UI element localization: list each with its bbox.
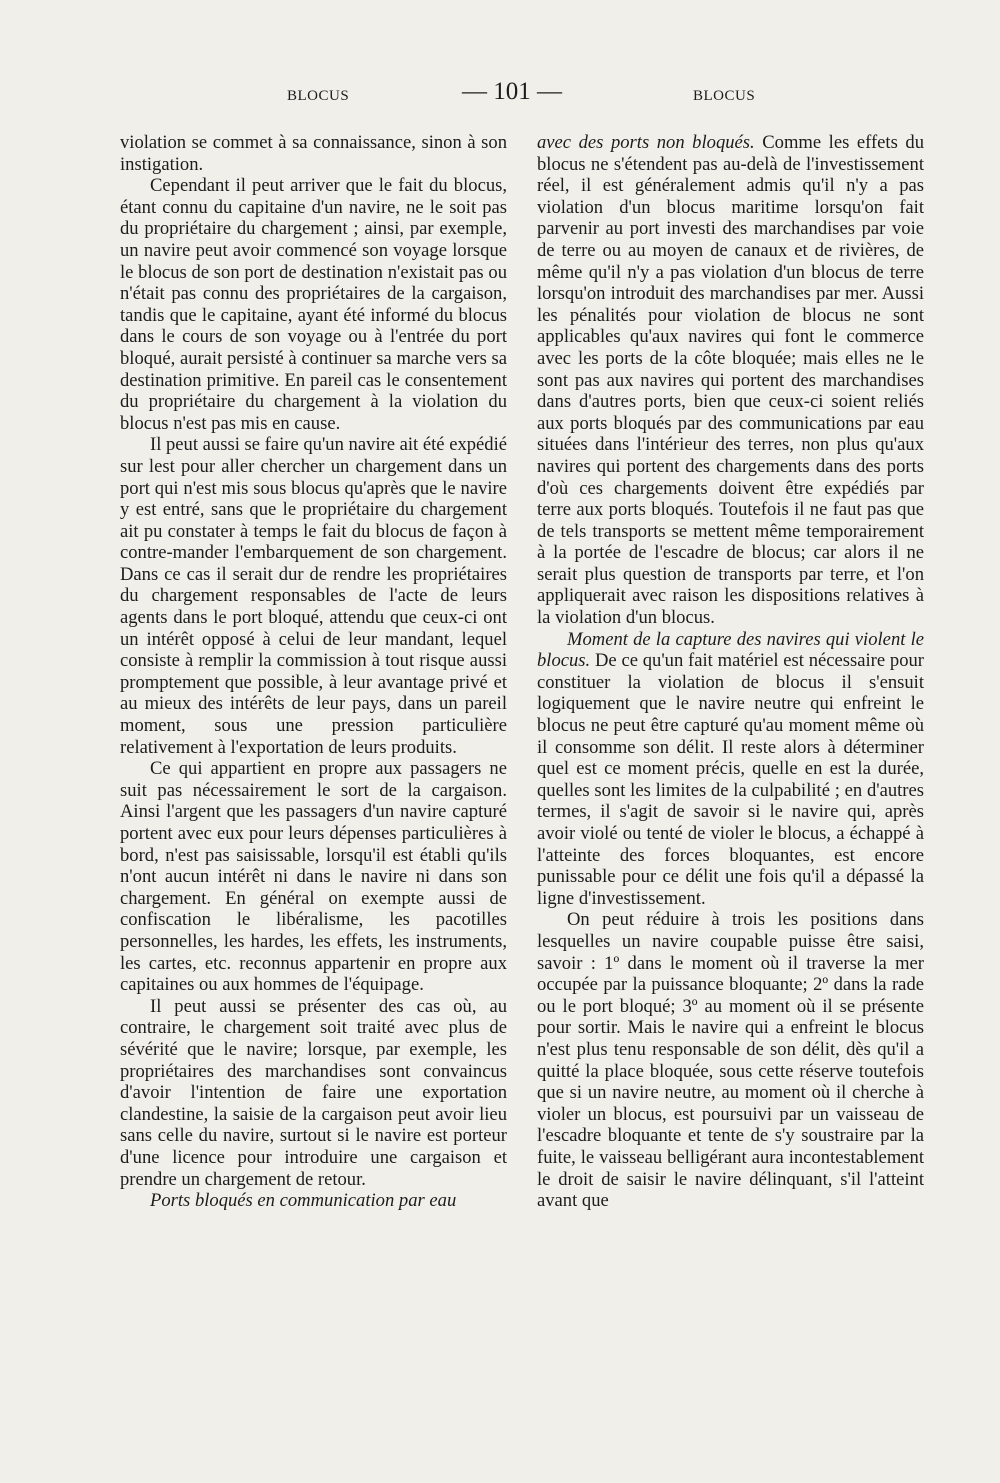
section-heading-italic: Ports bloqués en communication par eau [150, 1190, 457, 1212]
left-column [120, 132, 507, 1212]
header-left-title: BLOCUS [287, 88, 350, 104]
paragraph-text: De ce qu'un fait matériel est nécessaire pour constituer la violation de blocus il s'ensuit logiquement que le navire neutre qui enfreint le blocus ne peut être capturé qu'au moment même où il consomme son délit. Il reste alors à déterminer quel est ce moment précis, quelle en est la durée, quelles sont les limites de la culpabilité ; en d'autres termes, il s'agit de savoir si le navire qui, après avoir violé ou tenté de violer le blocus, a échappé à l'atteinte des forces bloquantes, est encore punissable pour ce délit une fois qu'il a dépassé la ligne d'investissement. [537, 650, 924, 909]
paragraph [537, 132, 924, 629]
italic-lead: avec des ports non bloqués. [537, 132, 755, 153]
paragraph: violation se commet à sa connaissance, sinon à son instigation. [120, 132, 507, 175]
running-header [0, 78, 1000, 118]
section-heading-italic: Moment de la capture des navires qui violent le blocus. [537, 628, 924, 672]
header-right-title: BLOCUS [693, 88, 756, 104]
paragraph: Ce qui appartient en propre aux passagers ne suit pas nécessairement le sort de la cargaison. Ainsi l'argent que les passagers d'un navire capturé portent avec eux pour leurs dépenses particulières à bord, n'est pas saisissable, lorsqu'il est établi qu'ils n'ont aucun intérêt ni dans le navire ni dans son chargement. En général on exempte aussi de confiscation le libéralisme, les pacotilles personnelles, les hardes, les effets, les instruments, les cartes, etc. reconnus appartenir en propre aux capitaines ou aux hommes de l'équipage. [120, 758, 507, 996]
page-number: — 101 — [462, 78, 562, 105]
paragraph: Il peut aussi se faire qu'un navire ait été expédié sur lest pour aller chercher un chargement dans un port qui n'est mis sous blocus qu'après que le navire y est entré, sans que le propriétaire du chargement ait pu constater à temps le fait du blocus de façon à contre-mander l'embarquement de son chargement. Dans ce cas il serait dur de rendre les propriétaires du chargement responsables de l'acte de leurs agents dans le port bloqué, attendu que ceux-ci ont un intérêt opposé à celui de leur mandant, lequel consiste à remplir la commission à tout risque aussi promptement que possible, à leur avantage privé et au mieux des intérêts de leur pays, dans un pareil moment, sous une pression particulière relativement à l'exportation de leurs produits. [120, 434, 508, 758]
paragraph: Cependant il peut arriver que le fait du blocus, étant connu du capitaine d'un navire, ne le soit pas du propriétaire du chargement ; ainsi, par exemple, un navire peut avoir commencé son voyage lorsque le blocus de son port de destination n'existait pas ou n'était pas connu des propriétaires de la cargaison, tandis que le capitaine, ayant été informé du blocus dans le cours de son voyage ou à l'entrée du port bloqué, aurait persisté à continuer sa marche vers sa destination primitive. En pareil cas le consentement du propriétaire du chargement à la violation du blocus n'est pas mis en cause. [120, 175, 507, 434]
right-column [537, 132, 924, 1212]
paragraph: On peut réduire à trois les positions dans lesquelles un navire coupable puisse être saisi, savoir : 1º dans le moment où il traverse la mer occupée par la puissance bloquante; 2º dans la rade ou le port bloqué; 3º au moment où il se présente pour sortir. Mais le navire qui a enfreint le blocus n'est plus tenu responsable de son délit, dès qu'il a quitté la place bloquée, sous cette réserve toutefois que si un navire neutre, au moment où il cherche à violer un blocus, est poursuivi par un vaisseau de l'escadre bloquante et tente de s'y soustraire par la fuite, le vaisseau belligérant aura incontestablement le droit de saisir le navire délinquant, s'il l'atteint avant que [537, 909, 924, 1212]
paragraph [537, 629, 924, 910]
paragraph: Il peut aussi se présenter des cas où, au contraire, le chargement soit traité avec plus de sévérité que le navire; lorsque, par exemple, les propriétaires des marchandises sont convaincus d'avoir l'intention de faire une exportation clandestine, la saisie de la cargaison peut avoir lieu sans celle du navire, surtout si le navire est porteur d'une licence pour introduire une cargaison et prendre un chargement de retour. [120, 995, 507, 1190]
paragraph-text: Comme les effets du blocus ne s'étendent pas au-delà de l'investissement réel, il est généralement admis qu'il n'y a pas violation d'un blocus maritime lorsqu'on fait parvenir au port investi des marchandises par voie de terre ou au moyen de canaux et de rivières, de même qu'il n'y a pas violation d'un blocus de terre lorsqu'on introduit des marchandises par mer. Aussi les pénalités pour violation de blocus ne sont applicables qu'aux navires qui font le commerce avec les ports de la côte bloquée; mais elles ne le sont pas aux navires qui portent des marchandises dans d'autres ports, bien que ceux-ci soient reliés aux ports bloqués par des communications par eau situées dans l'intérieur des terres, non plus qu'aux navires qui portent des chargements dans des ports d'où ces chargements doivent être expédiés par terre aux ports bloqués. Toutefois il ne faut pas que de tels transports se mettent même temporairement à la portée de l'escadre de blocus; car alors il ne serait plus question de transports par terre, et l'on appliquerait avec raison les dispositions relatives à la violation d'un blocus. [537, 132, 924, 629]
